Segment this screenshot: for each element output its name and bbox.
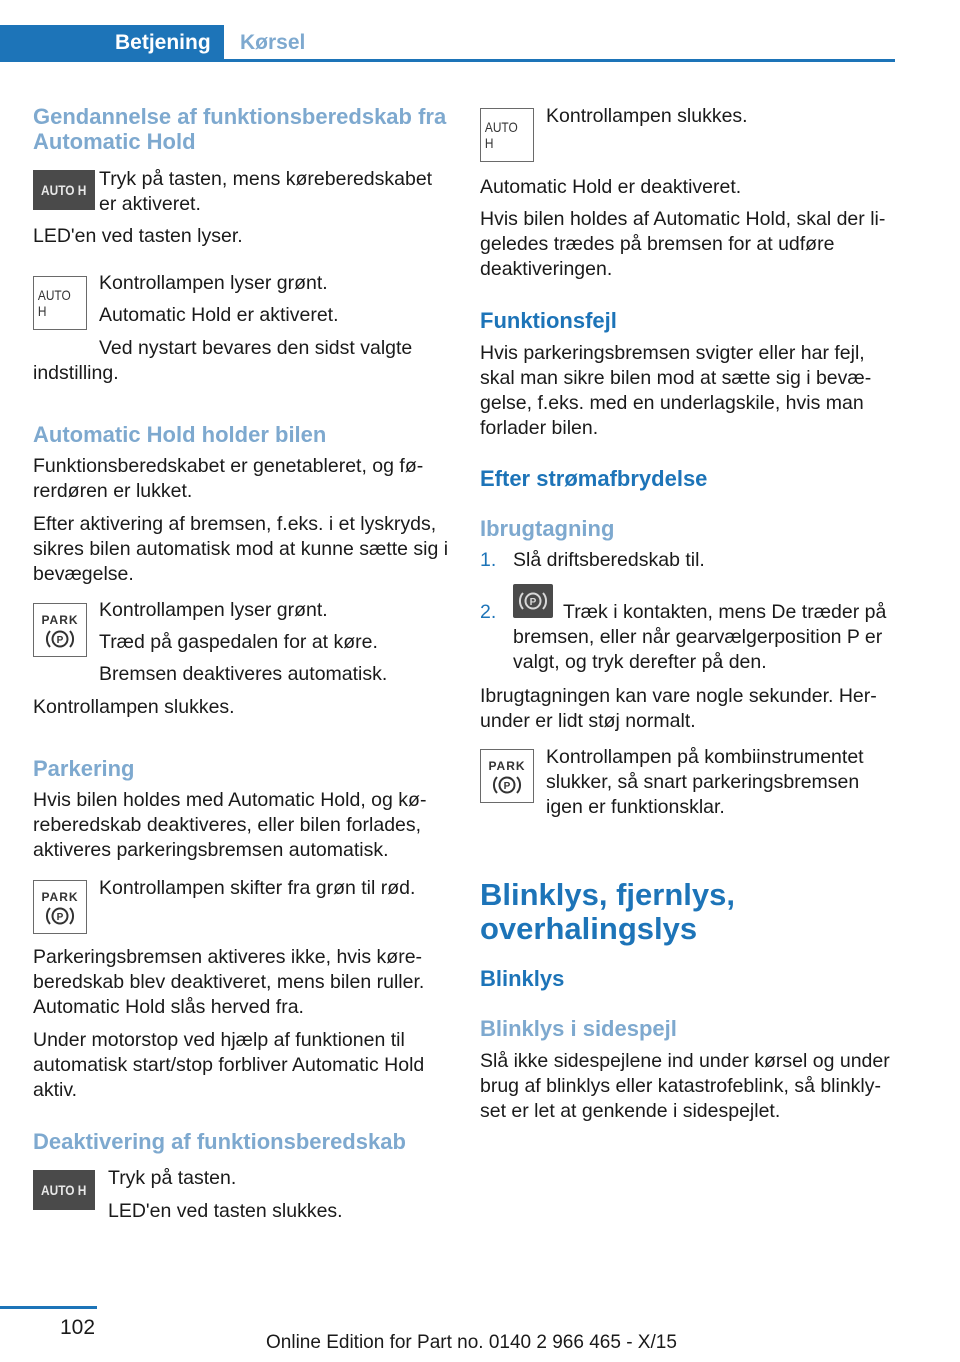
- brake-symbol-icon: [45, 628, 75, 650]
- text-efter-aktivering: Efter aktivering af bremsen, f.eks. i et lyskryds, sikres bilen automatisk mod at kunne sætte sig i bevægelse.: [33, 513, 449, 585]
- text-kontrollampen-slukkes-2: Kontrollampen slukkes.: [546, 105, 748, 127]
- heading-strommafbrydelse: Efter strømafbrydelse: [480, 466, 708, 491]
- park-indicator-icon-3: PARK P: [480, 749, 534, 803]
- svg-text:P: P: [503, 780, 511, 792]
- header-line: [0, 59, 895, 62]
- text-kombiinstrument: Kontrollampen på kombiinstrumentet slukker, så snart parkeringsbremsen igen er funktionsklar.: [546, 746, 864, 818]
- brake-symbol-icon: [45, 905, 75, 927]
- auto-h-button-icon-2: AUTO H: [33, 1170, 95, 1210]
- heading-parkering: Parkering: [33, 756, 135, 781]
- svg-text:P: P: [529, 597, 537, 608]
- text-kontrollampen-slukkes-1: Kontrollampen slukkes.: [33, 696, 235, 718]
- text-automatic-hold-deaktiveret: Automatic Hold er deaktiveret.: [480, 176, 742, 198]
- heading-ibrugtagning: Ibrugtagning: [480, 516, 615, 541]
- list-item-1: 1. Slå driftsberedskab til.: [480, 549, 705, 571]
- heading-holder-bilen: Automatic Hold holder bilen: [33, 422, 327, 447]
- text-tryk-paa-tasten-2: Tryk på tasten.: [108, 1167, 237, 1189]
- text-funktionsberedskab: Funktionsberedskabet er genetableret, og førerdøren er lukket.: [33, 455, 424, 502]
- heading-blinklys-fjernlys: Blinklys, fjernlys, overhalingslys: [480, 877, 735, 946]
- tab-betjening[interactable]: Betjening: [0, 25, 224, 61]
- text-bremsen-deaktiveres: Bremsen deaktiveres automatisk.: [99, 663, 388, 685]
- heading-deaktivering: Deaktivering af funktionsberedskab: [33, 1129, 406, 1154]
- auto-h-indicator-icon-2: AUTO H: [480, 108, 534, 162]
- tab-korsel[interactable]: Kørsel: [240, 31, 306, 54]
- heading-funktionsfejl: Funktionsfejl: [480, 308, 617, 333]
- text-kontrollampen-gront-2: Kontrollampen lyser grønt.: [99, 599, 328, 621]
- list-item-2: 2. P Træk i kontakten, mens De træder på bremsen, eller når gearvælgerposition P er valgt, og tryk derefter på den.: [480, 584, 898, 684]
- heading-blinklys: Blinklys: [480, 966, 565, 991]
- text-sidespejl: Slå ikke sidespejlene ind under kørsel og under brug af blinklys eller katastrofeblink, så blinklyset er let at genkende i sidespejlet.: [480, 1050, 890, 1122]
- park-indicator-icon-2: PARK P: [33, 880, 87, 934]
- park-indicator-icon: PARK P: [33, 603, 87, 657]
- heading-blinklys-sidespejl: Blinklys i sidespejl: [480, 1016, 677, 1041]
- text-led-lyser: LED'en ved tasten lyser.: [33, 225, 243, 247]
- heading-gendannelse: Gendannelse af funktionsberedskab fra Automatic Hold: [33, 104, 447, 154]
- svg-text:P: P: [56, 911, 64, 923]
- text-nystart: Ved nystart bevares den sidst valgte indstilling.: [33, 337, 413, 384]
- text-tryk-paa-tasten: Tryk på tasten, mens køreberedskabet er aktiveret.: [99, 168, 433, 215]
- text-funktionsfejl: Hvis parkeringsbremsen svigter eller har fejl, skal man sikre bilen mod at sætte sig i bevægelse, f.eks. med en underlagskile, hvis man forlader bilen.: [480, 342, 872, 439]
- auto-h-button-icon: AUTO H: [33, 170, 95, 210]
- text-motorstop: Under motorstop ved hjælp af funktionen til automatisk start/stop forbliver Automatic Hold aktiv.: [33, 1029, 425, 1101]
- text-led-slukkes: LED'en ved tasten slukkes.: [108, 1200, 343, 1222]
- footer-line: [0, 1306, 97, 1309]
- text-hvis-holdes-af: Hvis bilen holdes af Automatic Hold, skal der ligeledes trædes på bremsen for at udføre deaktiveringen.: [480, 208, 886, 280]
- text-sekunder: Ibrugtagningen kan vare nogle sekunder. Herunder er lidt støj normalt.: [480, 685, 877, 732]
- auto-h-indicator-icon: AUTO H: [33, 276, 87, 330]
- brake-symbol-icon: [492, 774, 522, 796]
- text-hvis-bilen-holdes: Hvis bilen holdes med Automatic Hold, og køreberedskab deaktiveres, eller bilen forlades, aktiveres parkeringsbremsen automatisk.: [33, 789, 427, 861]
- footer-edition: Online Edition for Part no. 0140 2 966 465 - X/15: [266, 1332, 677, 1353]
- text-kontrollampen-gront-1: Kontrollampen lyser grønt.: [99, 272, 328, 294]
- text-traed-gaspedal: Træd på gaspedalen for at køre.: [99, 631, 378, 653]
- page-number: 102: [60, 1316, 96, 1339]
- text-automatic-hold-aktiveret: Automatic Hold er aktiveret.: [99, 304, 339, 326]
- svg-text:P: P: [56, 634, 64, 646]
- text-parkeringsbremsen-aktiveres-ikke: Parkeringsbremsen aktiveres ikke, hvis køreberedskab blev deaktiveret, mens bilen ruller. Automatic Hold slås herved fra.: [33, 946, 425, 1018]
- text-skifter-farve: Kontrollampen skifter fra grøn til rød.: [99, 877, 416, 899]
